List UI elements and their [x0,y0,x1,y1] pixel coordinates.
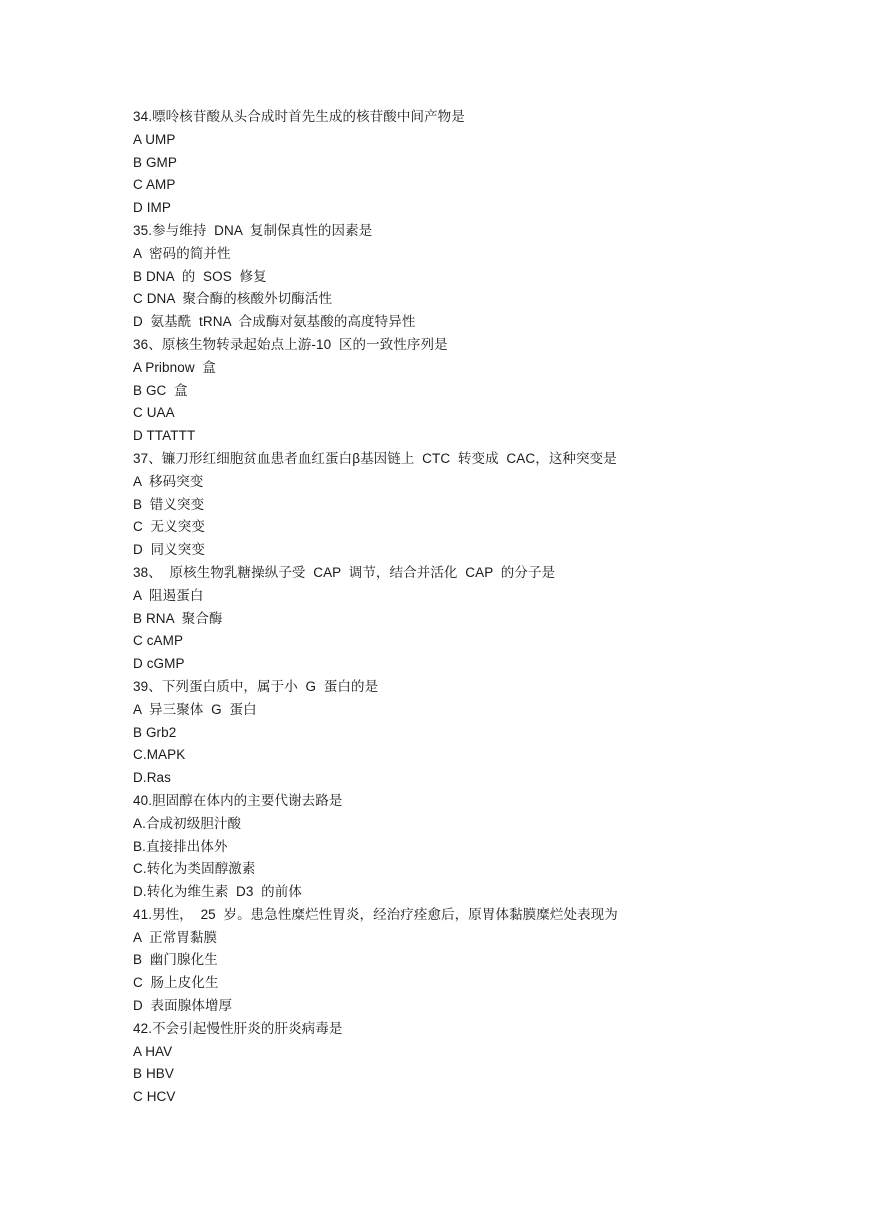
option-b: B RNA 聚合酶 [133,610,223,626]
option-d: D cGMP [133,656,185,672]
question-stem: 34.嘌呤核苷酸从头合成时首先生成的核苷酸中间产物是 [133,109,465,124]
option-c: C 肠上皮化生 [133,975,219,991]
option-c: C DNA 聚合酶的核酸外切酶活性 [133,291,333,307]
option-d: D TTATTT [133,428,196,444]
question-stem: 37、镰刀形红细胞贫血患者血红蛋白β基因链上 CTC 转变成 CAC，这种突变是 [133,450,617,466]
option-c: C AMP [133,177,176,193]
question-stem: 38、 原核生物乳糖操纵子受 CAP 调节，结合并活化 CAP 的分子是 [133,564,556,580]
option-b: B 错义突变 [133,496,205,512]
option-b: B DNA 的 SOS 修复 [133,268,267,284]
option-c: C.MAPK [133,747,186,763]
option-a: A Pribnow 盒 [133,359,216,375]
option-d: D 氨基酰 tRNA 合成酶对氨基酸的高度特异性 [133,314,416,330]
option-a: A.合成初级胆汁酸 [133,815,242,831]
option-a: A UMP [133,131,176,147]
option-b: B.直接排出体外 [133,838,228,854]
option-a: A 移码突变 [133,473,204,489]
option-a: A 异三聚体 G 蛋白 [133,701,257,717]
option-b: B Grb2 [133,724,177,740]
option-c: C UAA [133,405,175,421]
option-b: B GC 盒 [133,382,188,398]
option-a: A 正常胃黏膜 [133,929,218,945]
question-stem: 35.参与维持 DNA 复制保真性的因素是 [133,222,373,238]
option-d: D.转化为维生素 D3 的前体 [133,884,302,900]
option-a: A 阻遏蛋白 [133,587,204,603]
option-b: B GMP [133,154,178,170]
question-stem: 36、原核生物转录起始点上游-10 区的一致性序列是 [133,336,448,352]
option-d: D IMP [133,200,172,216]
question-list [133,106,833,1109]
option-a: A 密码的简并性 [133,245,231,261]
question-stem: 41.男性， 25 岁。患急性糜烂性胃炎，经治疗痊愈后，原胃体黏膜糜烂处表现为 [133,906,618,922]
option-c: C HCV [133,1089,176,1105]
option-a: A HAV [133,1043,173,1059]
option-c: C.转化为类固醇激素 [133,861,256,877]
option-b: B HBV [133,1066,175,1082]
question-stem: 39、下列蛋白质中，属于小 G 蛋白的是 [133,678,379,694]
option-c: C 无义突变 [133,519,205,535]
option-b: B 幽门腺化生 [133,952,218,968]
option-d: D 同义突变 [133,542,205,558]
option-d: D 表面腺体增厚 [133,998,233,1014]
question-stem: 40.胆固醇在体内的主要代谢去路是 [133,792,343,808]
question-stem: 42.不会引起慢性肝炎的肝炎病毒是 [133,1020,343,1036]
option-d: D.Ras [133,770,172,786]
option-c: C cAMP [133,633,184,649]
